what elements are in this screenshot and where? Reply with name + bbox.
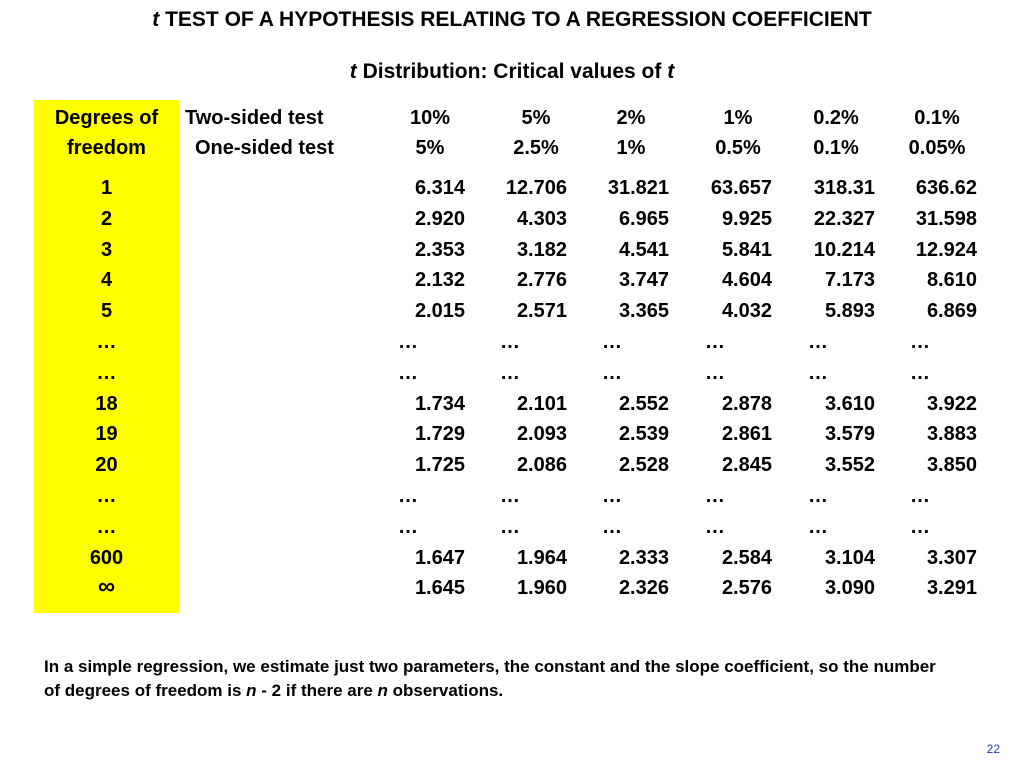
critical-value-cell: … <box>602 331 622 353</box>
critical-value-cell: 2.861 <box>721 423 772 446</box>
critical-value-cell: 63.657 <box>710 177 772 199</box>
critical-value-cell: 2.776 <box>516 269 567 292</box>
two-sided-level: 2% <box>616 107 646 129</box>
critical-value-cell: 3.610 <box>824 392 875 415</box>
critical-value-cell: 2.571 <box>516 300 567 323</box>
critical-value-cell: 3.579 <box>824 423 875 446</box>
critical-value-cell: 3.747 <box>618 269 669 292</box>
critical-value-cell: 6.314 <box>414 177 465 199</box>
critical-value-cell: 31.821 <box>607 177 669 199</box>
critical-value-cell: 636.62 <box>915 177 977 199</box>
two-sided-level: 0.1% <box>914 107 960 129</box>
critical-value-cell: 4.604 <box>721 269 772 292</box>
critical-value-cell: 3.365 <box>618 300 669 323</box>
critical-value-cell: … <box>808 331 828 353</box>
critical-value-cell: … <box>500 515 520 538</box>
slide-title <box>0 8 1024 32</box>
critical-value-cell: … <box>705 361 725 384</box>
critical-value-cell: 318.31 <box>813 177 875 199</box>
critical-value-cell: 2.920 <box>414 207 465 230</box>
note-part-1: In a simple regression, we estimate just two parameters, the constant and the slope coefficient, so the number of degrees of freedom is <box>44 657 936 700</box>
critical-value-cell: 5.841 <box>721 238 772 261</box>
subtitle-text: Distribution: Critical values of <box>356 60 668 83</box>
critical-value-cell: … <box>602 485 622 507</box>
critical-value-cell: … <box>705 515 725 538</box>
critical-value-cell: 1.647 <box>414 546 465 569</box>
critical-value-cell: 6.965 <box>618 207 669 230</box>
table-subtitle <box>0 60 1024 84</box>
critical-value-cell: … <box>910 331 930 353</box>
df-cell: 4 <box>100 269 113 292</box>
df-header-line-2: freedom <box>67 137 146 159</box>
critical-value-cell: … <box>398 485 418 507</box>
critical-value-cell: 2.353 <box>414 238 465 261</box>
critical-value-cell: 8.610 <box>926 269 977 292</box>
critical-value-cell: 2.552 <box>618 392 669 415</box>
one-sided-level: 5% <box>415 137 445 159</box>
two-sided-level: 1% <box>723 107 753 129</box>
critical-value-cell: 2.015 <box>414 300 465 323</box>
critical-value-cell: 3.307 <box>926 546 977 569</box>
critical-value-cell: … <box>705 485 725 507</box>
df-cell: 2 <box>100 207 113 230</box>
critical-value-cell: 3.883 <box>926 423 977 446</box>
critical-value-cell: 2.584 <box>721 546 772 569</box>
critical-value-cell: 2.539 <box>618 423 669 446</box>
critical-value-cell: 3.552 <box>824 454 875 477</box>
df-cell: … <box>96 485 117 507</box>
df-cell: 20 <box>95 454 118 477</box>
critical-value-cell: 4.303 <box>516 207 567 230</box>
critical-value-cell: … <box>705 331 725 353</box>
critical-value-cell: … <box>910 485 930 507</box>
one-sided-level: 0.05% <box>908 137 966 159</box>
df-cell: 600 <box>89 546 124 569</box>
critical-value-cell: 31.598 <box>915 207 977 230</box>
significance-level-header <box>385 103 475 163</box>
two-sided-level: 10% <box>409 107 451 129</box>
one-sided-level: 2.5% <box>513 137 559 159</box>
critical-value-cell: 3.850 <box>926 454 977 477</box>
critical-value-cell: … <box>398 515 418 538</box>
df-header-line-1: Degrees of <box>54 107 159 129</box>
df-cell: 1 <box>100 177 113 199</box>
critical-value-cell: 2.528 <box>618 454 669 477</box>
note-n-2: n <box>377 681 388 700</box>
critical-value-cell: 2.326 <box>618 577 669 600</box>
critical-value-cell: 2.333 <box>618 546 669 569</box>
critical-value-cell: … <box>808 485 828 507</box>
note-part-3: observations. <box>387 681 504 700</box>
df-cell: 18 <box>95 392 118 415</box>
critical-value-cell: 2.878 <box>721 392 772 415</box>
df-cell: … <box>96 361 117 384</box>
df-cell: ∞ <box>97 573 116 601</box>
significance-level-header <box>892 103 982 163</box>
critical-value-cell: 4.032 <box>721 300 772 323</box>
critical-value-cell: 3.090 <box>824 577 875 600</box>
critical-value-cell: … <box>602 361 622 384</box>
critical-value-cell: 2.101 <box>516 392 567 415</box>
critical-value-cell: … <box>500 485 520 507</box>
critical-value-cell: … <box>398 331 418 353</box>
critical-value-cell: 2.093 <box>516 423 567 446</box>
note-n-1: n <box>246 681 257 700</box>
page-number: 22 <box>986 742 1000 756</box>
critical-value-cell: 3.104 <box>824 546 875 569</box>
critical-value-cell: 12.924 <box>915 238 977 261</box>
critical-value-cell: … <box>500 331 520 353</box>
two-sided-level: 5% <box>521 107 551 129</box>
critical-value-cell: 2.845 <box>721 454 772 477</box>
critical-value-cell: 3.922 <box>926 392 977 415</box>
subtitle-italic-t: t <box>349 60 357 83</box>
critical-value-cell: … <box>500 361 520 384</box>
critical-value-cell: … <box>602 515 622 538</box>
critical-value-cell: 1.734 <box>414 392 465 415</box>
footnote <box>44 655 944 703</box>
df-cell: 19 <box>95 423 118 446</box>
critical-value-cell: … <box>808 515 828 538</box>
df-cell: … <box>96 515 117 538</box>
two-sided-level: 0.2% <box>813 107 859 129</box>
significance-level-header <box>586 103 676 163</box>
critical-value-cell: … <box>398 361 418 384</box>
critical-value-cell: 1.645 <box>414 577 465 600</box>
significance-level-header <box>791 103 881 163</box>
df-column-header <box>34 103 179 163</box>
critical-value-cell: 1.964 <box>516 546 567 569</box>
one-sided-level: 1% <box>616 137 646 159</box>
title-italic-t: t <box>152 8 160 31</box>
one-sided-level: 0.5% <box>715 137 761 159</box>
critical-value-cell: 7.173 <box>824 269 875 292</box>
note-part-2: - 2 if there are <box>256 681 378 700</box>
critical-value-cell: 3.182 <box>516 238 567 261</box>
df-cell: 5 <box>100 300 113 323</box>
test-type-header <box>185 103 381 163</box>
critical-value-cell: 2.576 <box>721 577 772 600</box>
title-text: TEST OF A HYPOTHESIS RELATING TO A REGRESSION COEFFICIENT <box>159 8 872 31</box>
subtitle-italic-t-end: t <box>667 60 675 83</box>
critical-value-cell: … <box>910 515 930 538</box>
critical-value-cell: 9.925 <box>721 207 772 230</box>
critical-value-cell: 2.086 <box>516 454 567 477</box>
critical-value-cell: 12.706 <box>505 177 567 199</box>
critical-value-cell: … <box>910 361 930 384</box>
critical-value-cell: 22.327 <box>813 207 875 230</box>
critical-value-cell: 2.132 <box>414 269 465 292</box>
one-sided-label: One-sided test <box>195 137 334 159</box>
significance-level-header <box>693 103 783 163</box>
critical-value-cell: … <box>808 361 828 384</box>
critical-value-cell: 10.214 <box>813 238 875 261</box>
critical-value-cell: 1.729 <box>414 423 465 446</box>
critical-value-cell: 5.893 <box>824 300 875 323</box>
critical-value-cell: 3.291 <box>926 577 977 600</box>
critical-value-cell: 1.725 <box>414 454 465 477</box>
critical-value-cell: 1.960 <box>516 577 567 600</box>
significance-level-header <box>491 103 581 163</box>
df-cell: 3 <box>100 238 113 261</box>
one-sided-level: 0.1% <box>813 137 859 159</box>
critical-value-cell: 6.869 <box>926 300 977 323</box>
df-cell: … <box>96 331 117 353</box>
critical-value-cell: 4.541 <box>618 238 669 261</box>
two-sided-label: Two-sided test <box>185 107 324 129</box>
